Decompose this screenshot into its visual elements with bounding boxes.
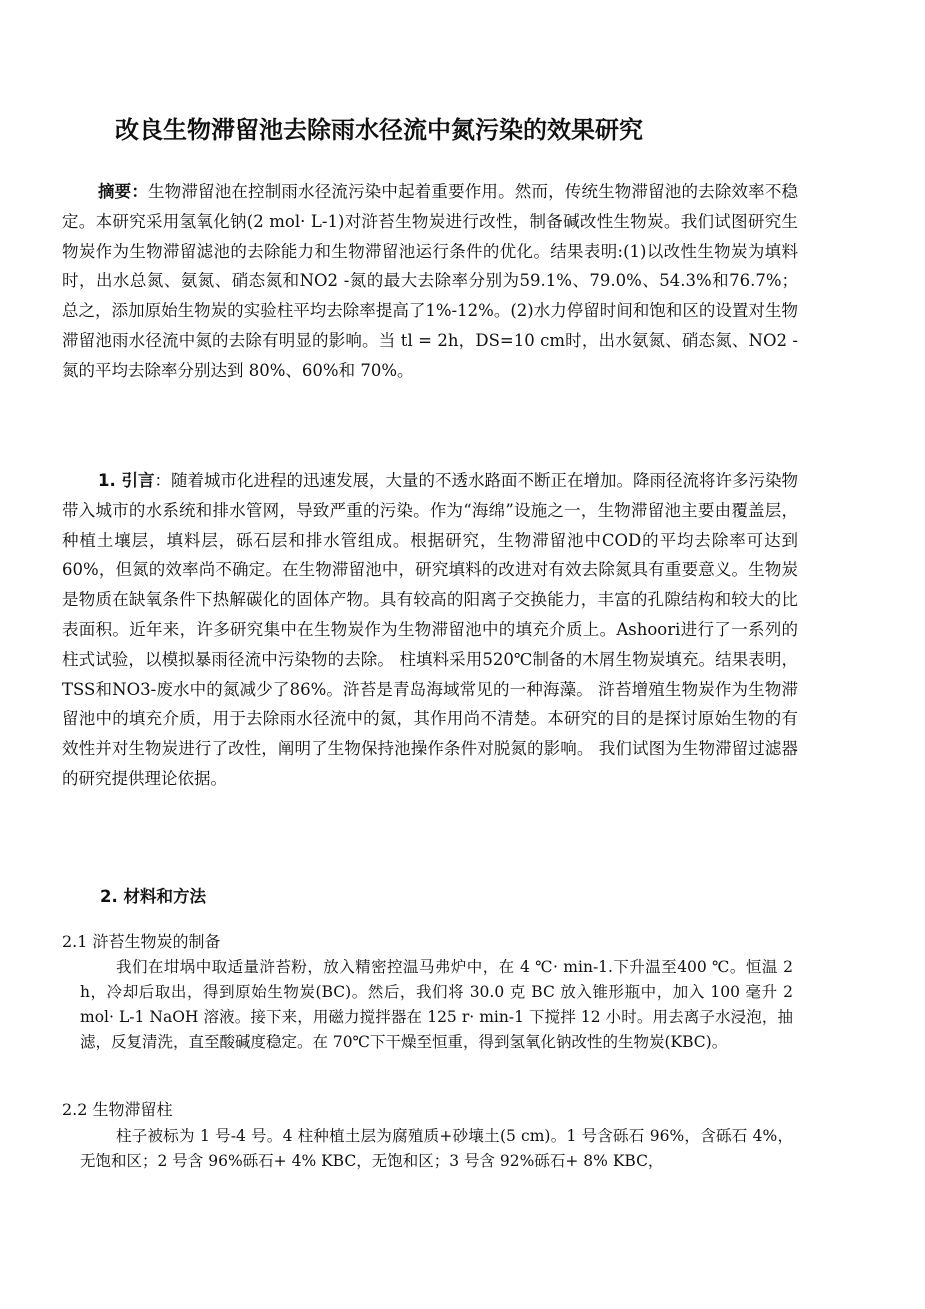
subsection-text-bioretention-column: 柱子被标为 1 号-4 号。4 柱种植土层为腐殖质+砂壤土(5 cm)。1 号含砾石 96%，含砾石 4%，无饱和区；2 号含 96%砾石+ 4% KBC，无饱和区；3 号含 92%砾石+ 8% KBC，	[80, 1127, 793, 1170]
paper-title: 改良生物滞留池去除雨水径流中氮污染的效果研究	[115, 116, 643, 144]
section-heading-methods: 2. 材料和方法	[100, 887, 206, 906]
introduction-separator: ：	[154, 471, 171, 490]
subsection-title-bioretention-column: 2.2 生物滞留柱	[62, 1100, 173, 1119]
abstract-text: 生物滞留池在控制雨水径流污染中起着重要作用。然而，传统生物滞留池的去除效率不稳定。本研究采用氢氧化钠(2 mol· L-1)对浒苔生物炭进行改性，制备碱改性生物炭。我们试图研究生物炭作为生物滞留滤池的去除能力和生物滞留池运行条件的优化。结果表明:(1)以改性生物炭为填料时，出水总氮、氨氮、硝态氮和NO2 -氮的最大去除率分别为59.1%、79.0%、54.3%和76.7%；总之，添加原始生物炭的实验柱平均去除率提高了1%-12%。(2)水力停留时间和饱和区的设置对生物滞留池雨水径流中氮的去除有明显的影响。当 tl = 2h，DS=10 cm时，出水氨氮、硝态氮、NO2 -氮的平均去除率分别达到 80%、60%和 70%。	[62, 182, 799, 380]
abstract-label: 摘要：	[98, 182, 149, 201]
subsection-title-biochar-preparation: 2.1 浒苔生物炭的制备	[62, 932, 221, 951]
introduction-label: 1. 引言	[98, 471, 155, 490]
subsection-text-biochar-preparation: 我们在坩埚中取适量浒苔粉，放入精密控温马弗炉中，在 4 ℃· min-1.下升温至400 ℃。恒温 2 h，冷却后取出，得到原始生物炭(BC)。然后，我们将 30.0 克 BC 放入锥形瓶中，加入 100 毫升 2 mol· L-1 NaOH 溶液。接下来，用磁力搅拌器在 125 r· min-1 下搅拌 12 小时。用去离子水浸泡，抽滤，反复清洗，直至酸碱度稳定。在 70℃下干燥至恒重，得到氢氧化钠改性的生物炭(KBC)。	[80, 958, 793, 1051]
introduction-paragraph	[62, 466, 798, 794]
abstract-paragraph	[62, 177, 798, 386]
introduction-text: 随着城市化进程的迅速发展，大量的不透水路面不断正在增加。降雨径流将许多污染物带入城市的水系统和排水管网，导致严重的污染。作为“海绵”设施之一，生物滞留池主要由覆盖层，种植土壤层，填料层，砾石层和排水管组成。根据研究，生物滞留池中COD的平均去除率可达到60%，但氮的效率尚不确定。在生物滞留池中，研究填料的改进对有效去除氮具有重要意义。生物炭是物质在缺氧条件下热解碳化的固体产物。具有较高的阳离子交换能力，丰富的孔隙结构和较大的比表面积。近年来，许多研究集中在生物炭作为生物滞留池中的填充介质上。Ashoori进行了一系列的柱式试验，以模拟暴雨径流中污染物的去除。 柱填料采用520℃制备的木屑生物炭填充。结果表明，TSS和NO3-废水中的氮减少了86%。浒苔是青岛海域常见的一种海藻。 浒苔增殖生物炭作为生物滞留池中的填充介质，用于去除雨水径流中的氮，其作用尚不清楚。本研究的目的是探讨原始生物的有效性并对生物炭进行了改性，阐明了生物保持池操作条件对脱氮的影响。 我们试图为生物滞留过滤器的研究提供理论依据。	[62, 471, 798, 788]
